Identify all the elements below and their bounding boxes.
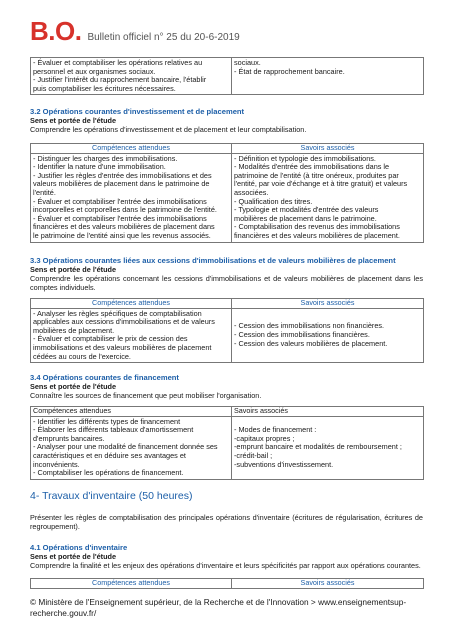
section-3-4-savoirs-cell: - Modes de financement : -capitaux propres ; -emprunt bancaire et modalités de remboursement ; -crédit-bail ; -subventions d'investissement. bbox=[232, 416, 424, 479]
section-4-1-table bbox=[30, 578, 424, 589]
bo-logo: B.O. bbox=[30, 16, 82, 46]
section-3-2-savoirs-cell: - Définition et typologie des immobilisations. - Modalités d'entrée des immobilisations dans le patrimoine de l'entité (à titre onéreux, produites par l'entité, par voie d'échange et à titre gratuit) et valeurs associées. - Qualification des titres. - Typologie et modalités d'entrée des valeurs mobilières de placement dans le patrimoine. - Comptabilisation des revenus des immobilisations financières et des valeurs mobilières de placement. bbox=[232, 153, 424, 242]
column-header-savoirs: Savoirs associés bbox=[232, 299, 424, 309]
column-header-competences: Compétences attendues bbox=[31, 579, 232, 589]
section-3-4-sens-heading: Sens et portée de l'étude bbox=[30, 382, 117, 391]
section-3-2-sens-heading: Sens et portée de l'étude bbox=[30, 116, 117, 125]
section-4-1-intro: Comprendre la finalité et les enjeux des opérations d'inventaire et leurs spécificités par rapport aux opérations courantes. bbox=[30, 561, 421, 570]
section-3-3-competences-cell: - Analyser les règles spécifiques de comptabilisation applicables aux cessions d'immobilisations et de valeurs mobilières de placement. - Évaluer et comptabiliser le prix de cession des immobilisations et des valeurs mobilières de placement cédées au cours de l'exercice. bbox=[31, 308, 232, 363]
section-3-2-competences-cell: - Distinguer les charges des immobilisations. - Identifier la nature d'une immobilisation. - Justifier les règles d'entrée des immobilisations et des valeurs mobilières de placement dans le patrimoine de l'entité. - Évaluer et comptabiliser l'entrée des immobilisations incorporelles et corporelles dans le patrimoine de l'entité. - Évaluer et comptabiliser l'entrée des immobilisations financières et des valeurs mobilières de placement dans le patrimoine de l'entité ainsi que les revenus associés. bbox=[31, 153, 232, 242]
section-3-2-table bbox=[30, 143, 424, 243]
column-header-competences: Compétences attendues bbox=[31, 144, 232, 154]
section-4-title: 4- Travaux d'inventaire (50 heures) bbox=[30, 490, 193, 502]
column-header-competences: Compétences attendues bbox=[31, 407, 232, 417]
section-3-3-title: 3.3 Opérations courantes liées aux cessions d'immobilisations et de valeurs mobilières de placement bbox=[30, 256, 396, 265]
section-4-1-title: 4.1 Opérations d'inventaire bbox=[30, 543, 128, 552]
section-3-3-sens-heading: Sens et portée de l'étude bbox=[30, 265, 117, 274]
section-3-2-intro: Comprendre les opérations d'investissement et de placement et leur comptabilisation. bbox=[30, 125, 307, 134]
column-header-savoirs: Savoirs associés bbox=[232, 144, 424, 154]
page-footer bbox=[30, 597, 425, 618]
section-3-3-table bbox=[30, 298, 424, 363]
column-header-competences: Compétences attendues bbox=[31, 299, 232, 309]
footer-copyright: © Ministère de l'Enseignement supérieur, de la Recherche et de l'Innovation > www.enseignementsup- bbox=[30, 597, 407, 607]
footer-url: recherche.gouv.fr/ bbox=[30, 607, 97, 618]
section-3-3-intro: Comprendre les opérations concernant les cessions d'immobilisations et de valeurs mobilières de placement dans les comptes individuels. bbox=[30, 274, 423, 292]
section-3-4-intro: Connaître les sources de financement que peut mobiliser l'organisation. bbox=[30, 391, 262, 400]
bulletin-reference: Bulletin officiel n° 25 du 20-6-2019 bbox=[87, 32, 240, 43]
section-3-4-title: 3.4 Opérations courantes de financement bbox=[30, 373, 179, 382]
continuation-table bbox=[30, 57, 424, 95]
section-3-4-competences-cell: - Identifier les différents types de financement - Élaborer les différents tableaux d'amortissement d'emprunts bancaires. - Analyser pour une modalité de financement donnée ses caractéristiques et en déduire ses avantages et inconvénients. - Comptabiliser les opérations de financement. bbox=[31, 416, 232, 479]
continuation-savoirs-cell: sociaux. - État de rapprochement bancaire. bbox=[232, 58, 424, 95]
column-header-savoirs: Savoirs associés bbox=[232, 579, 424, 589]
section-4-1-sens-heading: Sens et portée de l'étude bbox=[30, 552, 117, 561]
section-3-3-savoirs-cell: - Cession des immobilisations non financières. - Cession des immobilisations financières. - Cession des valeurs mobilières de placement. bbox=[232, 308, 424, 363]
page-header bbox=[30, 18, 240, 48]
column-header-savoirs: Savoirs associés bbox=[232, 407, 424, 417]
section-4-intro: Présenter les règles de comptabilisation des principales opérations d'inventaire (écritures de régularisation, écritures de regroupement). bbox=[30, 513, 423, 531]
continuation-competences-cell: - Évaluer et comptabiliser les opérations relatives au personnel et aux organismes sociaux. - Justifier l'intérêt du rapprochement bancaire, l'établir puis comptabiliser les écritures nécessaires. bbox=[31, 58, 232, 95]
section-3-2-title: 3.2 Opérations courantes d'investissement et de placement bbox=[30, 107, 245, 116]
section-3-4-table bbox=[30, 406, 424, 480]
